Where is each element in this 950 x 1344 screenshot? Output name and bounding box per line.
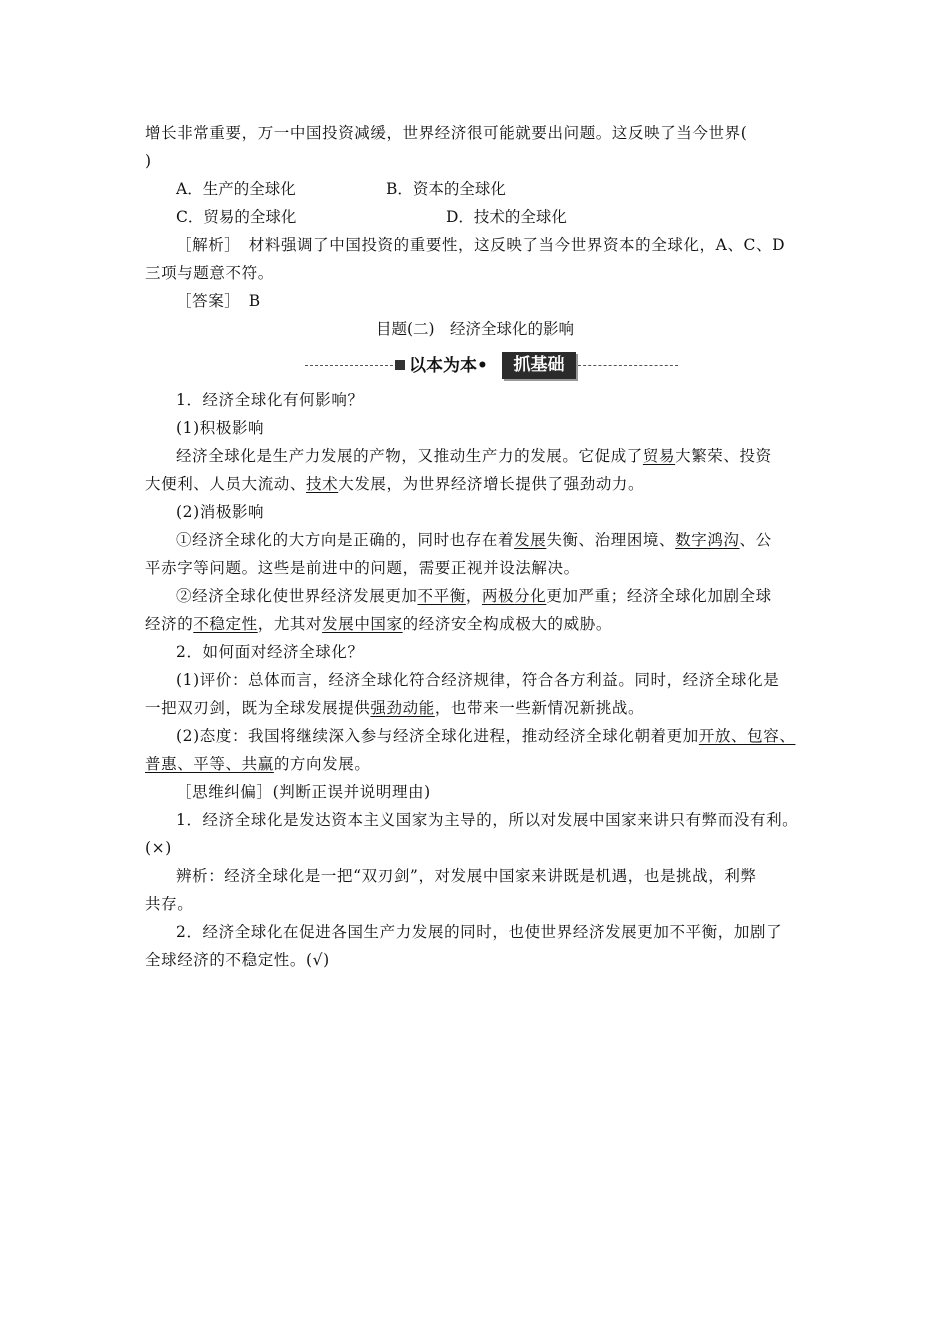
paragraph-line (145, 474, 644, 494)
text-span: 、公 (739, 531, 772, 549)
text-span: 更加严重；经济全球化加剧全球 (546, 587, 772, 605)
question-stem-line: ) (145, 152, 152, 170)
judge-item-line: 全球经济的不稳定性。(√) (145, 951, 330, 969)
text-span: ①经济全球化的大方向是正确的，同时也存在着 (176, 531, 515, 549)
section-title: 目题(二) 经济全球化的影响 (375, 320, 575, 338)
question-heading: 2．如何面对经济全球化？ (176, 643, 364, 661)
key-term: 发展中国家 (322, 615, 403, 633)
key-term: 不稳定性 (193, 615, 258, 633)
analysis-line: 三项与题意不符。 (145, 264, 274, 282)
subheading: (1)积极影响 (176, 419, 265, 437)
text-span: (2)态度：我国将继续深入参与经济全球化进程，推动经济全球化朝着更加 (176, 727, 699, 745)
banner-highlight: 抓基础 (502, 352, 576, 379)
judge-heading: ［思维纠偏］(判断正误并说明理由) (176, 783, 431, 801)
judge-item-line: (×) (145, 839, 172, 857)
text-span: 大发展，为世界经济增长提供了强劲动力。 (338, 475, 645, 493)
paragraph-line (176, 726, 795, 746)
option-d: D．技术的全球化 (446, 208, 567, 226)
key-term: 技术 (306, 475, 339, 493)
judge-explanation-line: 辨析：经济全球化是一把“双刃剑”，对发展中国家来讲既是机遇，也是挑战，利弊 (176, 867, 757, 885)
paragraph-line (145, 754, 370, 774)
question-stem-line: 增长非常重要，万一中国投资减缓，世界经济很可能就要出问题。这反映了当今世界( (145, 124, 748, 142)
paragraph-line (145, 698, 644, 718)
judge-explanation-line: 共存。 (145, 895, 194, 913)
judge-item-line: 2．经济全球化在促进各国生产力发展的同时，也使世界经济发展更加不平衡，加剧了 (176, 923, 783, 941)
key-term: 数字鸿沟 (675, 531, 740, 549)
banner-divider-right (578, 365, 678, 366)
banner-label: 以本为本• (409, 356, 488, 376)
option-a: A．生产的全球化 (176, 180, 296, 198)
paragraph-line (176, 586, 772, 606)
text-span: ②经济全球化使世界经济发展更加 (176, 587, 418, 605)
paragraph-line: (1)评价：总体而言，经济全球化符合经济规律，符合各方利益。同时，经济全球化是 (176, 671, 780, 689)
text-span: 的经济安全构成极大的威胁。 (402, 615, 612, 633)
answer-line: ［答案］ B (176, 292, 261, 310)
key-term: 强劲动能 (370, 699, 435, 717)
key-term: 开放、包容、 (698, 727, 796, 745)
paragraph-line (176, 446, 772, 466)
text-span: 经济全球化是生产力发展的产物，又推动生产力的发展。它促成了 (176, 447, 643, 465)
key-term: 贸易 (642, 447, 676, 465)
banner-divider-left (305, 365, 393, 366)
square-bullet-icon (395, 360, 405, 370)
key-term: 发展 (514, 531, 547, 549)
text-span: 大繁荣、投资 (675, 447, 772, 465)
section-banner (300, 352, 680, 380)
text-span: ， (465, 587, 482, 605)
key-term: 不平衡 (417, 587, 466, 605)
paragraph-line (176, 530, 772, 550)
text-span: ，也带来一些新情况新挑战。 (434, 699, 645, 717)
subheading: (2)消极影响 (176, 503, 265, 521)
paragraph-line (145, 614, 612, 634)
text-span: 失衡、治理困境、 (546, 531, 676, 549)
key-term: 普惠、平等、共赢 (145, 755, 274, 773)
text-span: ，尤其对 (257, 615, 323, 633)
judge-item-line: 1．经济全球化是发达资本主义国家为主导的，所以对发展中国家来讲只有弊而没有利。 (176, 811, 799, 829)
option-b: B．资本的全球化 (386, 180, 506, 198)
paragraph-line: 平赤字等问题。这些是前进中的问题，需要正视并设法解决。 (145, 559, 580, 577)
option-c: C．贸易的全球化 (176, 208, 297, 226)
text-span: 大便利、人员大流动、 (145, 475, 307, 493)
question-heading: 1．经济全球化有何影响？ (176, 391, 364, 409)
text-span: 的方向发展。 (273, 755, 371, 773)
text-span: 一把双刃剑，既为全球发展提供 (145, 699, 371, 717)
analysis-line: ［解析］ 材料强调了中国投资的重要性，这反映了当今世界资本的全球化，A、C、D (176, 236, 786, 254)
key-term: 两极分化 (481, 587, 547, 605)
text-span: 经济的 (145, 615, 194, 633)
